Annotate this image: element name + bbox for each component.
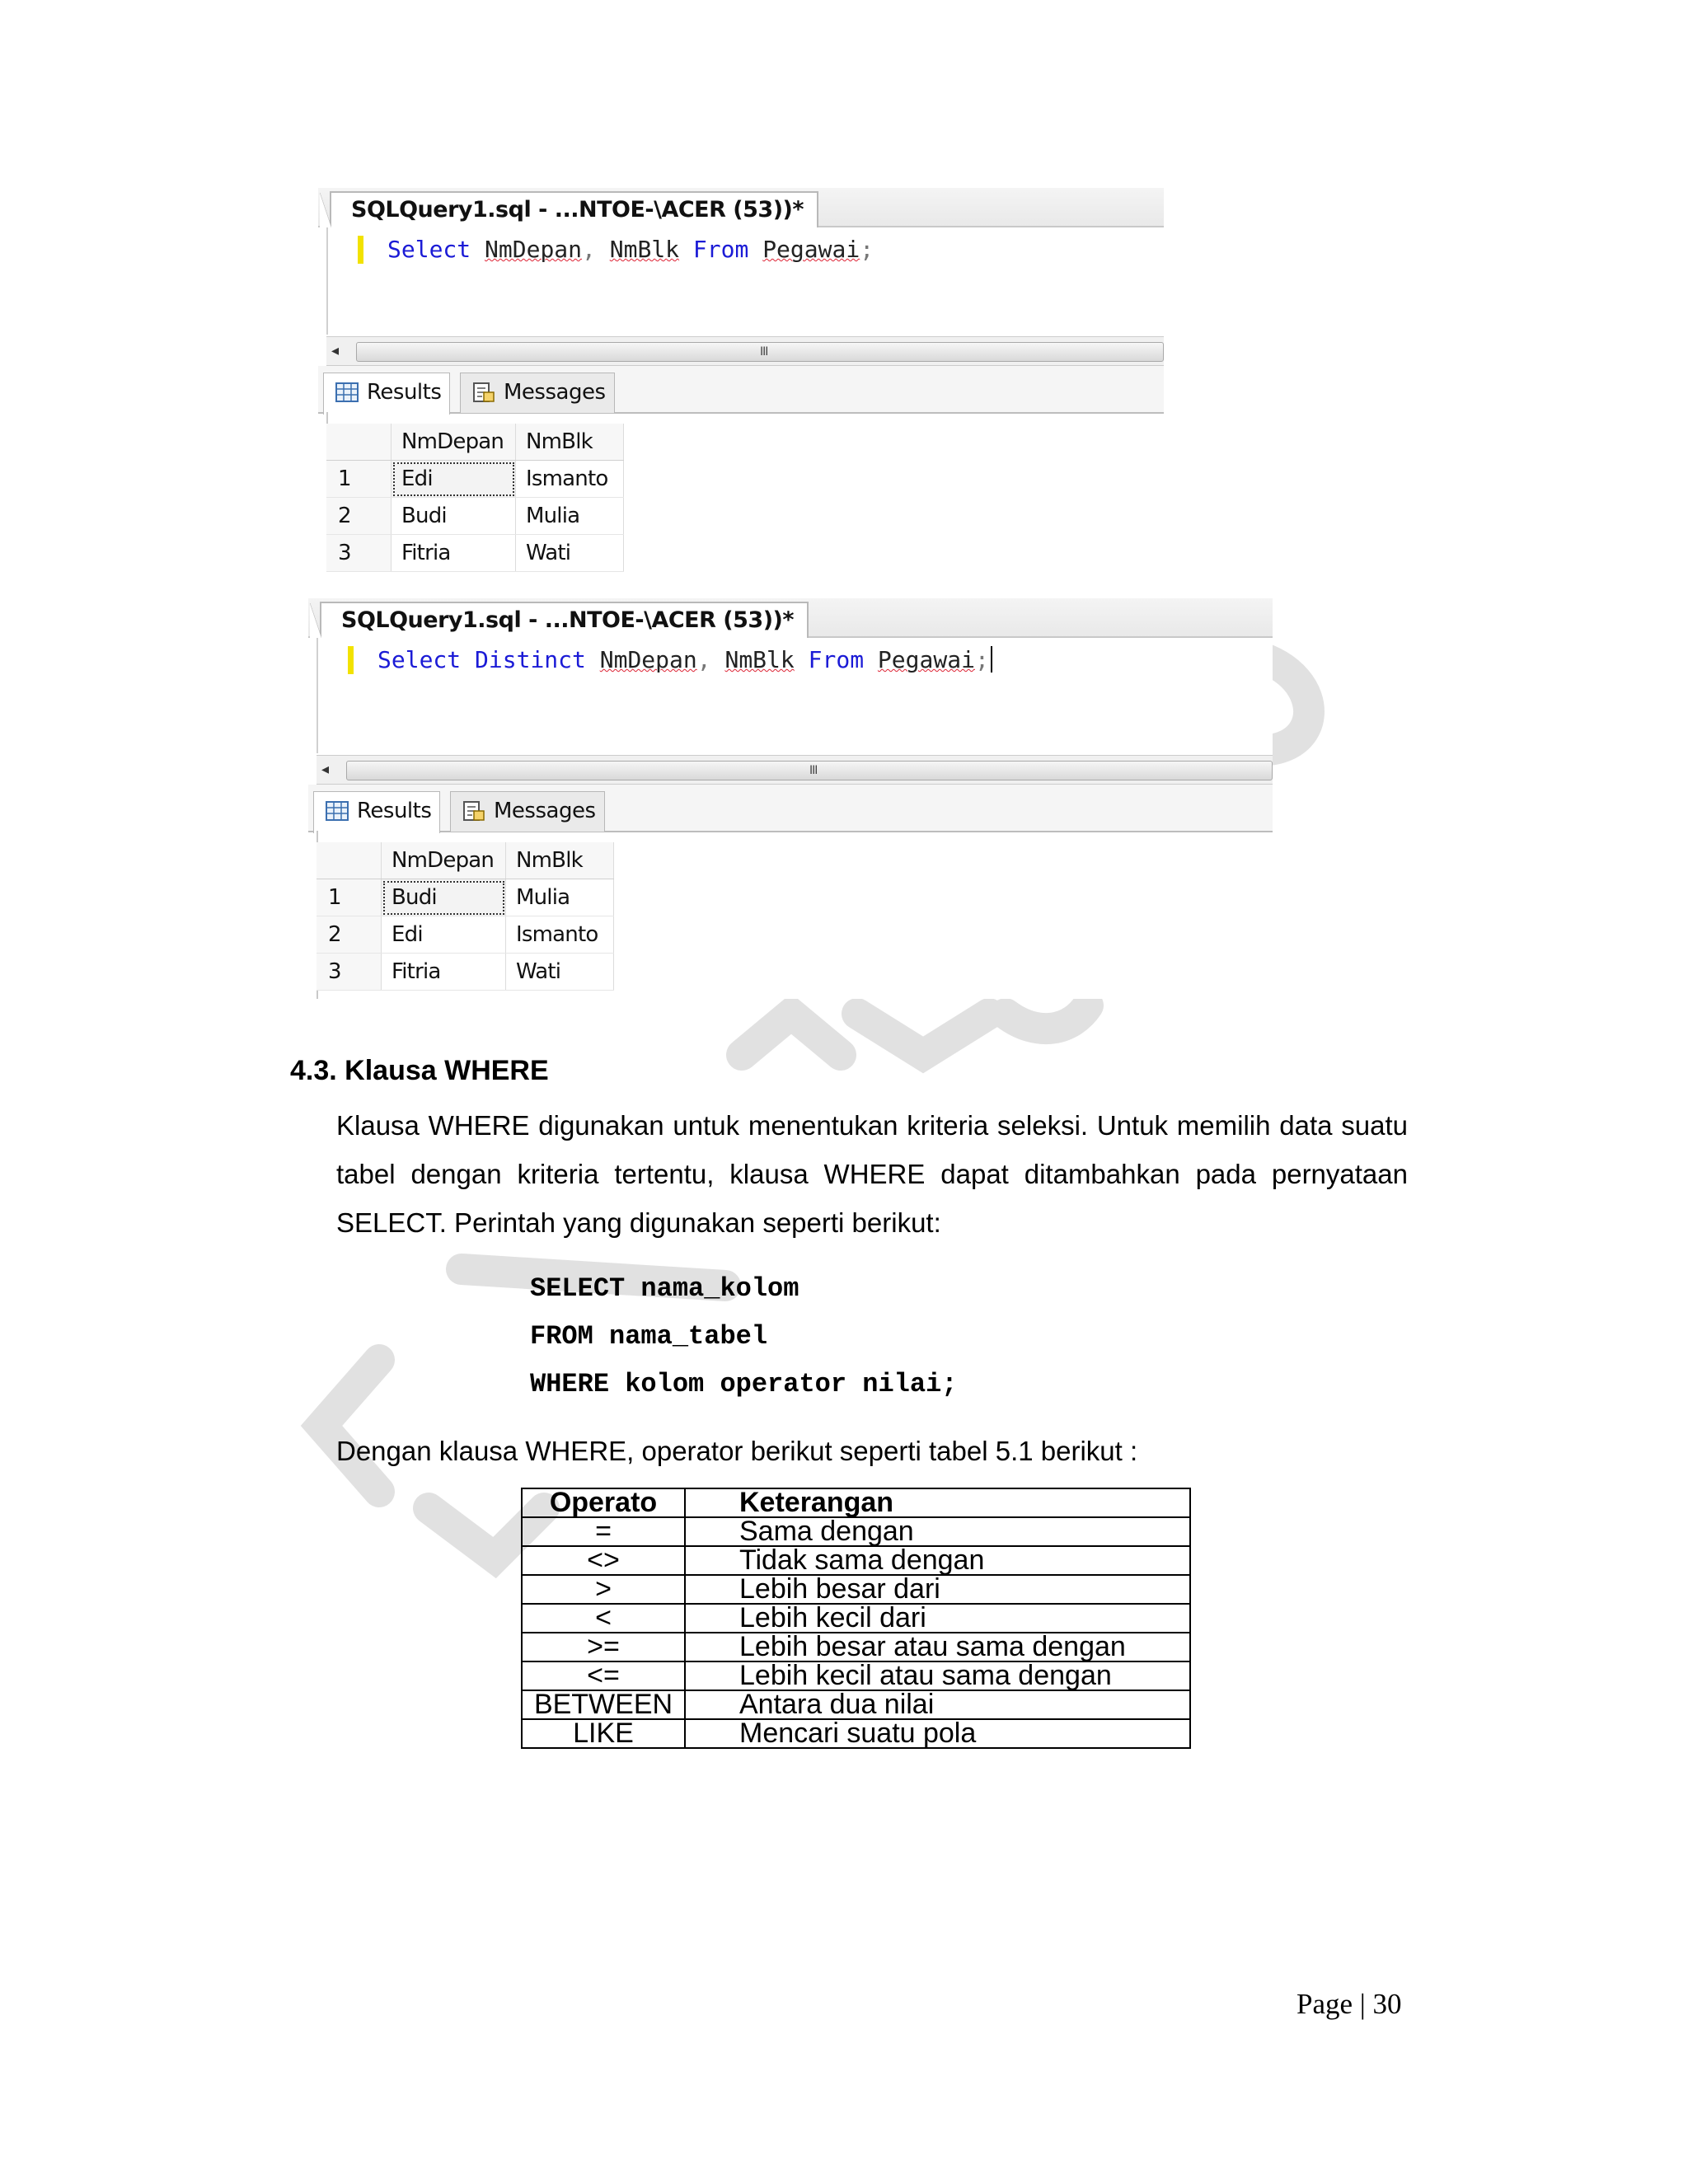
- messages-tab-label: Messages: [494, 799, 596, 823]
- section-paragraph: [336, 1101, 1408, 1247]
- identifier-nmblk: NmBlk: [609, 236, 680, 263]
- grid-cell[interactable]: Budi: [382, 879, 506, 916]
- horizontal-scrollbar[interactable]: [326, 336, 1164, 366]
- operator-cell: <=: [522, 1661, 685, 1690]
- identifier-pegawai: Pegawai: [877, 646, 975, 673]
- header-description: Keterangan: [685, 1488, 1190, 1517]
- operator-cell: =: [522, 1517, 685, 1546]
- tab-messages[interactable]: [450, 791, 605, 832]
- grid-cell[interactable]: Mulia: [516, 498, 624, 535]
- table-row: [522, 1633, 1190, 1661]
- keyword-distinct: Distinct: [475, 646, 586, 673]
- grid-cell[interactable]: Ismanto: [516, 461, 624, 498]
- row-number: 3: [326, 535, 392, 572]
- scrollbar-thumb[interactable]: [346, 761, 1273, 780]
- comma: ,: [582, 236, 596, 263]
- row-number: 1: [316, 879, 382, 916]
- results-tab-label: Results: [367, 380, 442, 405]
- table-row: [326, 461, 624, 498]
- horizontal-scrollbar[interactable]: [316, 755, 1273, 785]
- table-row: [316, 879, 614, 916]
- sql-line-select: SELECT nama_kolom: [530, 1273, 799, 1304]
- grid-cell[interactable]: Wati: [506, 954, 614, 991]
- page-number: Page | 30: [1296, 1988, 1402, 2020]
- row-number-header: [316, 842, 382, 879]
- identifier-nmdepan: NmDepan: [599, 646, 697, 673]
- grid-cell[interactable]: Fitria: [392, 535, 516, 572]
- changed-line-marker: [358, 236, 363, 264]
- scrollbar-thumb[interactable]: [356, 342, 1164, 362]
- table-row: [316, 916, 614, 954]
- tab-results[interactable]: [323, 373, 450, 415]
- description-cell: Tidak sama dengan: [685, 1546, 1190, 1575]
- results-tab-label: Results: [357, 799, 432, 823]
- grid-cell[interactable]: Fitria: [382, 954, 506, 991]
- operator-cell: <>: [522, 1546, 685, 1575]
- sql-line-from: FROM nama_tabel: [530, 1321, 768, 1352]
- messages-icon: [462, 801, 485, 821]
- table-row: [326, 498, 624, 535]
- identifier-pegawai: Pegawai: [762, 236, 860, 263]
- changed-line-marker: [348, 646, 354, 674]
- grid-cell[interactable]: Mulia: [506, 879, 614, 916]
- description-cell: Sama dengan: [685, 1517, 1190, 1546]
- keyword-from: From: [692, 236, 749, 263]
- row-number: 2: [326, 498, 392, 535]
- results-grid: [316, 842, 614, 991]
- table-row: [522, 1661, 1190, 1690]
- grid-cell[interactable]: Edi: [392, 461, 516, 498]
- keyword-select: Select: [387, 236, 471, 263]
- messages-icon: [472, 382, 495, 402]
- grid-cell[interactable]: Edi: [382, 916, 506, 954]
- table-row: [522, 1719, 1190, 1748]
- description-cell: Lebih besar dari: [685, 1575, 1190, 1604]
- table-intro: Dengan klausa WHERE, operator berikut seperti tabel 5.1 berikut :: [336, 1436, 1138, 1466]
- grid-cell[interactable]: Wati: [516, 535, 624, 572]
- operator-cell: BETWEEN: [522, 1690, 685, 1719]
- document-tab-bar: [318, 188, 1164, 227]
- ssms-panel-1: [318, 188, 1164, 565]
- description-cell: Antara dua nilai: [685, 1690, 1190, 1719]
- keyword-select: Select: [377, 646, 462, 673]
- description-cell: Lebih kecil atau sama dengan: [685, 1661, 1190, 1690]
- operator-table-header: [522, 1488, 1190, 1517]
- document-tab-bar: [308, 598, 1273, 638]
- query-tab[interactable]: SQLQuery1.sql - ...NTOE-\ACER (53))*: [330, 191, 818, 227]
- table-row: [522, 1575, 1190, 1604]
- results-tabs: [308, 785, 1273, 832]
- row-number: 2: [316, 916, 382, 954]
- operator-cell: LIKE: [522, 1719, 685, 1748]
- table-row: [522, 1517, 1190, 1546]
- sql-code: [377, 646, 992, 674]
- grid-cell[interactable]: Budi: [392, 498, 516, 535]
- tab-messages[interactable]: [460, 373, 615, 413]
- ssms-panel-2: [308, 598, 1273, 999]
- query-tab[interactable]: SQLQuery1.sql - ...NTOE-\ACER (53))*: [320, 602, 809, 638]
- column-header-nmblk[interactable]: NmBlk: [516, 424, 624, 461]
- column-header-nmdepan[interactable]: NmDepan: [392, 424, 516, 461]
- scroll-left-icon[interactable]: ◂: [321, 761, 330, 778]
- grip-icon: III: [809, 764, 818, 777]
- grid-cell[interactable]: Ismanto: [506, 916, 614, 954]
- sql-syntax-block: [530, 1265, 957, 1408]
- description-cell: Mencari suatu pola: [685, 1719, 1190, 1748]
- table-row: [316, 954, 614, 991]
- results-grid: [326, 424, 624, 572]
- comma: ,: [696, 646, 711, 673]
- operator-cell: >=: [522, 1633, 685, 1661]
- keyword-from: From: [808, 646, 865, 673]
- paragraph-text: Klausa WHERE digunakan untuk menentukan kriteria seleksi. Untuk memilih data suatu tabel dengan kriteria tertentu, klausa WHERE dapat ditambahkan pada pernyataan SELECT. Perintah yang digunakan seperti berikut:: [336, 1110, 1408, 1238]
- grid-icon: [326, 801, 349, 821]
- section-heading: 4.3. Klausa WHERE: [290, 1055, 549, 1086]
- operator-cell: <: [522, 1604, 685, 1633]
- sql-line-where: WHERE kolom operator nilai;: [530, 1369, 958, 1399]
- table-row: [522, 1546, 1190, 1575]
- description-cell: Lebih besar atau sama dengan: [685, 1633, 1190, 1661]
- semicolon: ;: [974, 646, 989, 673]
- row-number: 1: [326, 461, 392, 498]
- table-row: [326, 535, 624, 572]
- column-header-nmdepan[interactable]: NmDepan: [382, 842, 506, 879]
- grid-header-row: [316, 842, 614, 879]
- table-row: [522, 1604, 1190, 1633]
- results-tabs: [318, 366, 1164, 414]
- grid-header-row: [326, 424, 624, 461]
- text-caret: [991, 646, 992, 673]
- operator-table: [521, 1488, 1191, 1749]
- scroll-left-icon[interactable]: ◂: [331, 342, 340, 359]
- identifier-nmblk: NmBlk: [724, 646, 795, 673]
- semicolon: ;: [860, 236, 874, 263]
- grid-icon: [335, 382, 359, 402]
- grip-icon: III: [760, 345, 768, 359]
- operator-cell: >: [522, 1575, 685, 1604]
- query-editor[interactable]: [326, 227, 1164, 335]
- table-row: [522, 1690, 1190, 1719]
- column-header-nmblk[interactable]: NmBlk: [506, 842, 614, 879]
- row-number: 3: [316, 954, 382, 991]
- description-cell: Lebih kecil dari: [685, 1604, 1190, 1633]
- header-operator: Operato: [522, 1488, 685, 1517]
- sql-code: [387, 236, 874, 264]
- identifier-nmdepan: NmDepan: [485, 236, 583, 263]
- row-number-header: [326, 424, 392, 461]
- messages-tab-label: Messages: [504, 380, 606, 405]
- query-editor[interactable]: [316, 638, 1273, 753]
- tab-results[interactable]: [313, 791, 440, 833]
